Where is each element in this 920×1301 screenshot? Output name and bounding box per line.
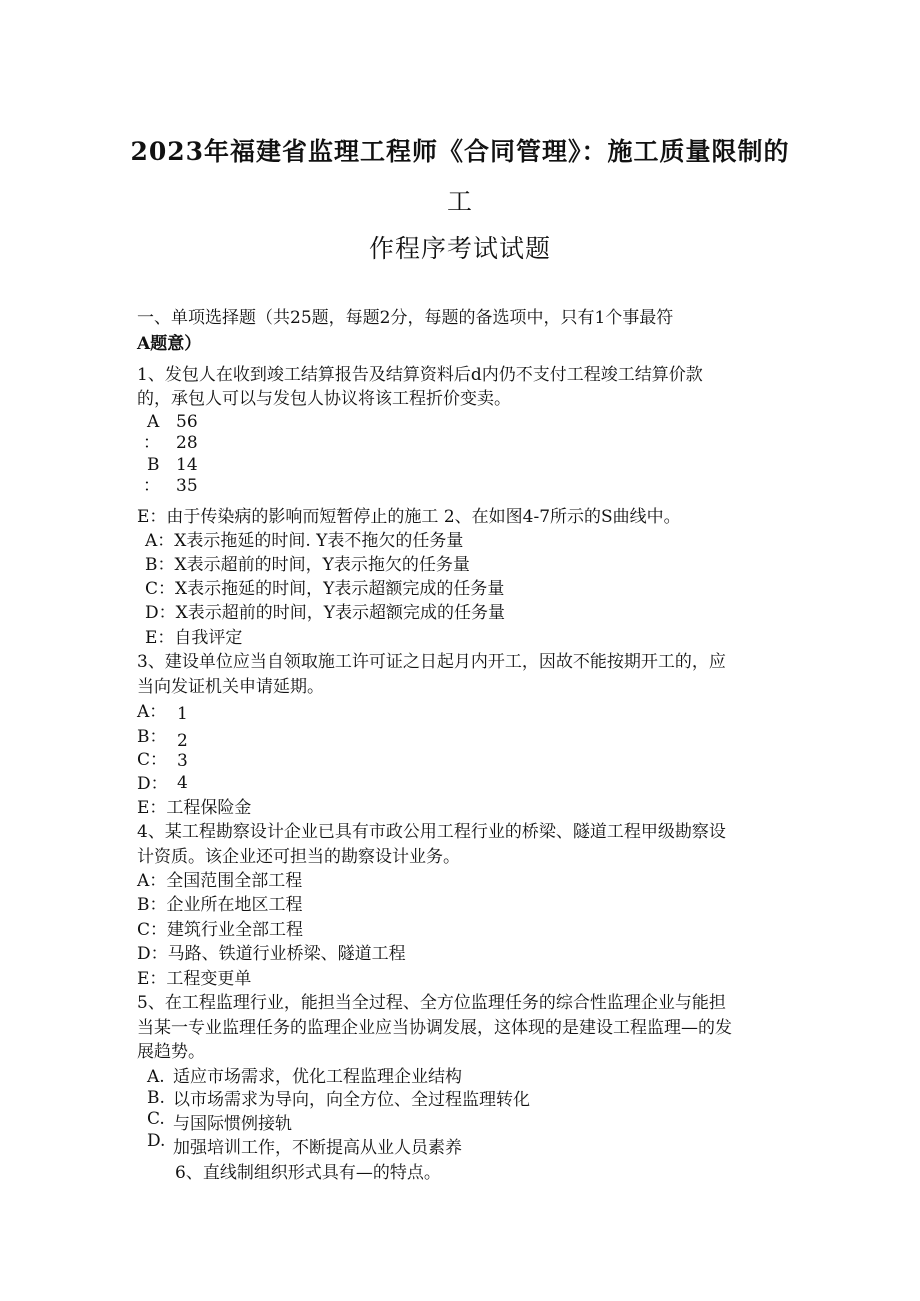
q5-stem-line3: 展趋势。 <box>137 1042 205 1062</box>
q1-option-colon-2: ： <box>143 476 160 496</box>
q4-option-c: C：建筑行业全部工程 <box>137 920 304 940</box>
q3-option-label-b: B： <box>137 727 167 747</box>
q6-stem: 6、直线制组织形式具有—的特点。 <box>175 1163 441 1183</box>
q1-option-label-a: A <box>147 412 160 432</box>
q5-option-c: 与国际惯例接轨 <box>173 1114 292 1134</box>
q1-option-label-b: B <box>147 455 160 475</box>
q5-option-label-c: C. <box>147 1109 165 1129</box>
section-heading-cont: A题意） <box>137 334 202 354</box>
q4-stem-line2: 计资质。该企业还可担当的勘察设计业务。 <box>137 847 460 867</box>
q4-stem-line1: 4、某工程勘察设计企业已具有市政公用工程行业的桥梁、隧道工程甲级勘察设 <box>137 822 726 842</box>
q3-value-a: 1 <box>177 704 188 724</box>
q1-value-4: 35 <box>176 476 198 496</box>
doc-title-line1: 2023年福建省监理工程师《合同管理》：施工质量限制的 <box>130 137 790 166</box>
q2-option-d: D：X表示超前的时间，Y表示超额完成的任务量 <box>145 603 505 623</box>
q3-stem-line2: 当向发证机关申请延期。 <box>137 677 324 697</box>
q2-option-b: B：X表示超前的时间，Y表示拖欠的任务量 <box>145 555 470 575</box>
doc-title-line2: 工 <box>446 187 473 216</box>
q2-option-c: C：X表示拖延的时间，Y表示超额完成的任务量 <box>145 579 505 599</box>
q3-stem-line1: 3、建设单位应当自领取施工许可证之日起月内开工，因故不能按期开工的，应 <box>137 652 726 672</box>
q3-option-label-d: D： <box>137 774 168 794</box>
q1-stem-line1: 1、发包人在收到竣工结算报告及结算资料后d内仍不支付工程竣工结算价款 <box>137 365 703 385</box>
q5-stem-line1: 5、在工程监理行业，能担当全过程、全方位监理任务的综合性监理企业与能担 <box>137 993 726 1013</box>
q3-option-label-c: C： <box>137 750 168 770</box>
doc-title-line3: 作程序考试试题 <box>368 234 551 263</box>
q5-stem-line2: 当某一专业监理任务的监理企业应当协调发展，这体现的是建设工程监理—的发 <box>137 1018 732 1038</box>
q5-option-label-d: D. <box>147 1131 166 1151</box>
q1-value-1: 56 <box>176 412 198 432</box>
q3-option-e: E：工程保险金 <box>137 798 252 818</box>
q5-option-label-b: B. <box>147 1088 165 1108</box>
q4-option-d: D：马路、铁道行业桥梁、隧道工程 <box>137 944 406 964</box>
q1-option-e: E：由于传染病的影响而短暂停止的施工 2、在如图4-7所示的S曲线中。 <box>137 507 681 527</box>
q4-option-b: B：企业所在地区工程 <box>137 895 303 915</box>
q2-option-a: A：X表示拖延的时间. Y表不拖欠的任务量 <box>145 531 464 551</box>
q1-value-2: 28 <box>176 433 198 453</box>
q5-option-b: 以市场需求为导向，向全方位、全过程监理转化 <box>173 1090 530 1110</box>
q3-value-b: 2 <box>177 731 188 751</box>
q4-option-a: A：全国范围全部工程 <box>137 871 303 891</box>
q5-option-a: 适应市场需求，优化工程监理企业结构 <box>173 1067 462 1087</box>
q4-option-e: E：工程变更单 <box>137 969 252 989</box>
q1-value-3: 14 <box>176 455 198 475</box>
q5-option-d: 加强培训工作，不断提高从业人员素养 <box>173 1138 462 1158</box>
q3-value-d: 4 <box>177 773 188 793</box>
q1-option-colon-1: ： <box>143 433 160 453</box>
q3-value-c: 3 <box>177 751 188 771</box>
section-heading: 一、单项选择题（共25题，每题2分，每题的备选项中，只有1个事最符 <box>137 308 674 328</box>
q5-option-label-a: A. <box>147 1067 165 1087</box>
q1-stem-line2: 的，承包人可以与发包人协议将该工程折价变卖。 <box>137 389 511 409</box>
q3-option-label-a: A： <box>137 702 167 722</box>
q2-option-e: E：自我评定 <box>145 628 243 648</box>
